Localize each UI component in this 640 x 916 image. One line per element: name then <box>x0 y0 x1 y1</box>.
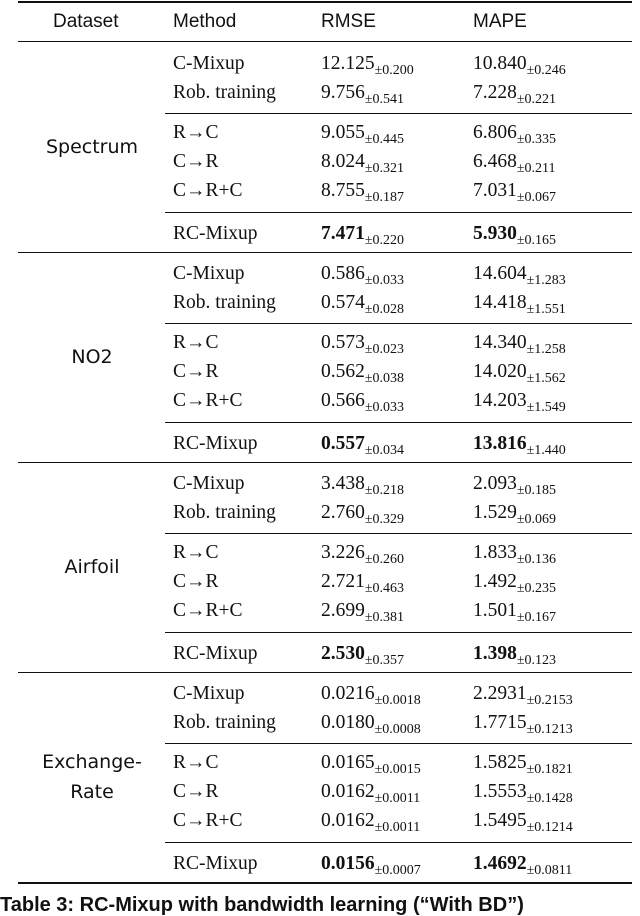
rmse-cell <box>321 262 404 293</box>
rmse-value: 0.586 <box>321 263 365 284</box>
mape-cell <box>473 599 556 630</box>
mape-value: 1.5553 <box>473 781 527 802</box>
mape-value: 2.093 <box>473 473 517 494</box>
rmse-cell <box>321 682 421 713</box>
mape-std: ±1.440 <box>526 443 566 458</box>
rmse-cell <box>321 52 414 83</box>
method-cell: C→R <box>173 151 219 172</box>
rmse-std: ±0.187 <box>364 190 405 205</box>
rmse-cell <box>321 432 404 463</box>
rmse-cell <box>321 150 404 181</box>
rmse-cell <box>321 541 404 572</box>
method-cell: C→R+C <box>173 390 243 411</box>
mape-cell <box>473 780 573 811</box>
rmse-cell <box>321 121 404 152</box>
rmse-cell <box>321 331 404 362</box>
mape-value: 1.5495 <box>473 810 527 831</box>
method-cell: C→R+C <box>173 810 243 831</box>
rmse-cell <box>321 222 404 253</box>
rmse-value: 0.0216 <box>321 683 375 704</box>
mape-cell <box>473 501 556 532</box>
rmse-cell <box>321 599 404 630</box>
mape-cell <box>473 541 556 572</box>
rmse-cell <box>321 642 404 673</box>
dataset-label: NO2 <box>71 346 113 368</box>
top-rule <box>18 1 632 3</box>
partial-rule <box>165 422 632 423</box>
rmse-std: ±0.220 <box>364 233 405 248</box>
mape-cell <box>473 642 556 673</box>
rmse-std: ±0.0011 <box>374 820 421 835</box>
mape-value: 14.203 <box>473 390 527 411</box>
rmse-value: 7.471 <box>321 223 365 244</box>
method-cell: Rob. training <box>173 292 276 313</box>
rmse-std: ±0.0008 <box>374 722 421 737</box>
mape-cell <box>473 751 573 782</box>
mape-std: ±0.069 <box>516 512 557 527</box>
method-cell: R→C <box>173 752 219 773</box>
mape-std: ±0.2153 <box>526 693 573 708</box>
dataset-label: Exchange- Rate <box>42 751 142 803</box>
rmse-value: 0.0162 <box>321 781 375 802</box>
rmse-std: ±0.0018 <box>374 693 421 708</box>
rmse-cell <box>321 291 404 322</box>
mape-std: ±0.246 <box>526 63 566 78</box>
rmse-std: ±0.541 <box>364 92 405 107</box>
method-cell: C-Mixup <box>173 53 245 74</box>
mape-std: ±1.283 <box>526 273 566 288</box>
rmse-std: ±0.033 <box>364 400 405 415</box>
rmse-value: 8.024 <box>321 151 365 172</box>
rmse-std: ±0.381 <box>364 610 405 625</box>
rmse-value: 9.055 <box>321 122 365 143</box>
rmse-std: ±0.0015 <box>374 762 421 777</box>
method-cell: Rob. training <box>173 82 276 103</box>
mape-std: ±0.1214 <box>526 820 573 835</box>
partial-rule <box>165 212 632 213</box>
mape-cell <box>473 682 573 713</box>
mape-cell <box>473 291 566 322</box>
mape-std: ±0.1821 <box>526 762 573 777</box>
rmse-cell <box>321 809 420 840</box>
mape-std: ±0.1213 <box>526 722 573 737</box>
rmse-std: ±0.200 <box>374 63 414 78</box>
rmse-cell <box>321 472 404 503</box>
rmse-value: 2.721 <box>321 571 365 592</box>
method-cell: RC-Mixup <box>173 433 258 454</box>
header-dataset: Dataset <box>53 11 119 32</box>
rmse-value: 0.574 <box>321 292 365 313</box>
mape-cell <box>473 360 566 391</box>
rmse-value: 8.755 <box>321 180 365 201</box>
mape-value: 13.816 <box>473 433 527 454</box>
method-cell: Rob. training <box>173 712 276 733</box>
dataset-label: Spectrum <box>45 136 139 158</box>
method-cell: C-Mixup <box>173 473 245 494</box>
rmse-cell <box>321 81 404 112</box>
rmse-cell <box>321 389 404 420</box>
method-cell: C→R <box>173 781 219 802</box>
mape-cell <box>473 179 556 210</box>
method-cell: Rob. training <box>173 502 276 523</box>
bottom-rule <box>18 882 632 884</box>
mape-cell <box>473 150 556 181</box>
mape-value: 14.418 <box>473 292 527 313</box>
mape-cell <box>473 331 566 362</box>
mape-value: 7.228 <box>473 82 517 103</box>
rmse-value: 2.699 <box>321 600 365 621</box>
mape-value: 14.604 <box>473 263 527 284</box>
method-cell: R→C <box>173 122 219 143</box>
mape-std: ±0.211 <box>516 161 556 176</box>
mape-value: 6.806 <box>473 122 517 143</box>
rmse-std: ±0.0007 <box>374 863 421 878</box>
rmse-std: ±0.034 <box>364 443 405 458</box>
mape-std: ±0.123 <box>516 653 557 668</box>
mape-cell <box>473 852 572 883</box>
mape-value: 1.4692 <box>473 853 527 874</box>
mape-cell <box>473 711 573 742</box>
rmse-std: ±0.445 <box>364 132 405 147</box>
mape-cell <box>473 81 556 112</box>
mape-value: 14.020 <box>473 361 527 382</box>
method-cell: RC-Mixup <box>173 643 258 664</box>
rmse-cell <box>321 360 404 391</box>
rmse-value: 0.0165 <box>321 752 375 773</box>
mape-value: 7.031 <box>473 180 517 201</box>
method-cell: C→R+C <box>173 180 243 201</box>
method-cell: RC-Mixup <box>173 853 258 874</box>
rmse-cell <box>321 179 404 210</box>
mape-std: ±1.258 <box>526 342 566 357</box>
rmse-cell <box>321 711 421 742</box>
method-cell: C→R <box>173 571 219 592</box>
partial-rule <box>165 323 632 324</box>
mape-cell <box>473 222 556 253</box>
rmse-cell <box>321 780 420 811</box>
method-cell: R→C <box>173 332 219 353</box>
method-cell: RC-Mixup <box>173 223 258 244</box>
rmse-std: ±0.463 <box>364 581 405 596</box>
mape-value: 2.2931 <box>473 683 527 704</box>
mape-std: ±0.0811 <box>526 863 573 878</box>
mape-std: ±0.167 <box>516 610 557 625</box>
mape-value: 1.492 <box>473 571 517 592</box>
method-cell: C→R+C <box>173 600 243 621</box>
rmse-cell <box>321 570 404 601</box>
rmse-value: 2.530 <box>321 643 365 664</box>
partial-rule <box>165 842 632 843</box>
mape-value: 6.468 <box>473 151 517 172</box>
rmse-std: ±0.357 <box>364 653 405 668</box>
mape-value: 14.340 <box>473 332 527 353</box>
rmse-std: ±0.218 <box>364 483 405 498</box>
method-cell: C-Mixup <box>173 683 245 704</box>
rmse-value: 0.0180 <box>321 712 375 733</box>
mape-value: 1.501 <box>473 600 517 621</box>
rmse-std: ±0.038 <box>364 371 405 386</box>
method-cell: C-Mixup <box>173 263 245 284</box>
mape-cell <box>473 121 556 152</box>
partial-rule <box>165 743 632 744</box>
rmse-value: 9.756 <box>321 82 365 103</box>
mape-std: ±1.549 <box>526 400 566 415</box>
header-method: Method <box>173 11 237 32</box>
rmse-std: ±0.028 <box>364 302 405 317</box>
mape-cell <box>473 570 556 601</box>
partial-rule <box>165 533 632 534</box>
dataset-label: Airfoil <box>64 556 120 578</box>
rmse-std: ±0.321 <box>364 161 405 176</box>
mape-std: ±1.551 <box>526 302 566 317</box>
partial-rule <box>165 632 632 633</box>
mape-value: 10.840 <box>473 53 527 74</box>
mape-std: ±0.136 <box>516 552 557 567</box>
mape-std: ±0.185 <box>516 483 557 498</box>
header-mape: MAPE <box>473 11 527 32</box>
table-caption: Table 3: RC-Mixup with bandwidth learning (“With BD”) <box>0 894 524 916</box>
rmse-value: 0.573 <box>321 332 365 353</box>
rmse-value: 2.760 <box>321 502 365 523</box>
partial-rule <box>165 113 632 114</box>
mape-std: ±0.335 <box>516 132 557 147</box>
mape-cell <box>473 432 566 463</box>
rmse-value: 0.0156 <box>321 853 375 874</box>
rmse-value: 12.125 <box>321 53 375 74</box>
rmse-value: 0.562 <box>321 361 365 382</box>
mape-value: 1.833 <box>473 542 517 563</box>
rmse-std: ±0.033 <box>364 273 405 288</box>
rmse-std: ±0.260 <box>364 552 405 567</box>
mape-value: 1.398 <box>473 643 517 664</box>
rmse-value: 0.0162 <box>321 810 375 831</box>
mape-value: 1.7715 <box>473 712 527 733</box>
mape-std: ±0.235 <box>516 581 557 596</box>
mape-value: 1.5825 <box>473 752 527 773</box>
mape-value: 5.930 <box>473 223 517 244</box>
header-rule <box>18 41 632 42</box>
rmse-cell <box>321 751 421 782</box>
rmse-std: ±0.023 <box>364 342 405 357</box>
rmse-std: ±0.0011 <box>374 791 421 806</box>
mape-std: ±0.1428 <box>526 791 573 806</box>
mape-cell <box>473 262 566 293</box>
rmse-value: 3.226 <box>321 542 365 563</box>
mape-std: ±0.221 <box>516 92 557 107</box>
mape-cell <box>473 472 556 503</box>
mape-std: ±0.165 <box>516 233 557 248</box>
mape-value: 1.529 <box>473 502 517 523</box>
rmse-cell <box>321 852 421 883</box>
mape-cell <box>473 809 573 840</box>
mape-std: ±0.067 <box>516 190 557 205</box>
mape-std: ±1.562 <box>526 371 566 386</box>
rmse-cell <box>321 501 404 532</box>
rmse-value: 0.566 <box>321 390 365 411</box>
rmse-value: 0.557 <box>321 433 365 454</box>
rmse-std: ±0.329 <box>364 512 405 527</box>
header-rmse: RMSE <box>321 11 376 32</box>
mape-cell <box>473 389 566 420</box>
method-cell: R→C <box>173 542 219 563</box>
mape-cell <box>473 52 566 83</box>
rmse-value: 3.438 <box>321 473 365 494</box>
method-cell: C→R <box>173 361 219 382</box>
